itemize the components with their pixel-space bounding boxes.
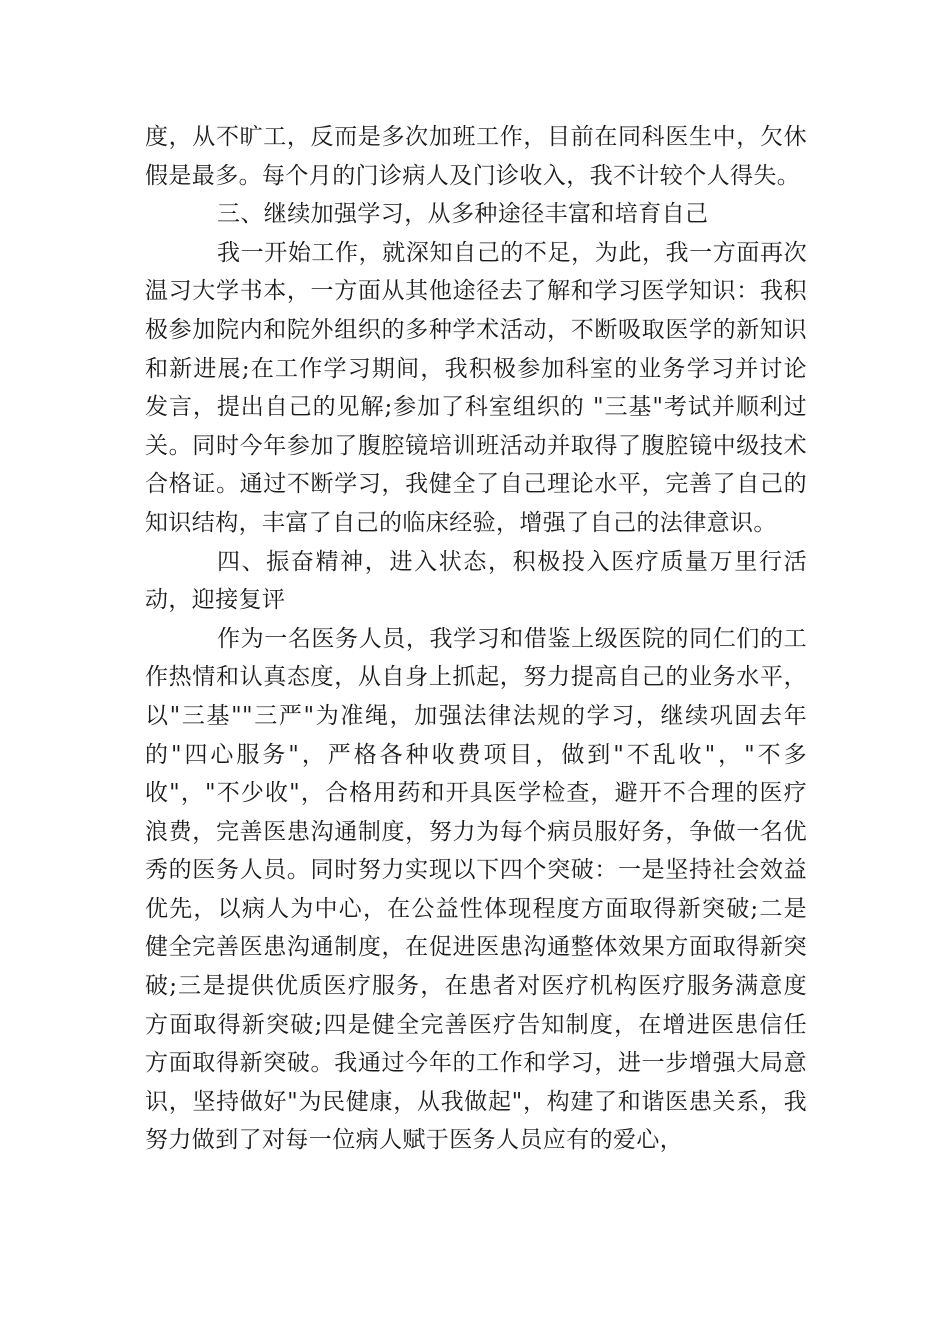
paragraph-medical-worker: 作为一名医务人员，我学习和借鉴上级医院的同仁们的工作热情和认真态度，从自身上抓起，努力提高自己的业务水平，以"三基""三严"为准绳，加强法律法规的学习，继续巩固去年的"四心服务"，严格各种收费项目，做到"不乱收"，"不多收"，"不少收"，合格用药和开具医学检查，避开不合理的医疗浪费，完善医患沟通制度，努力为每个病员服好务，争做一名优秀的医务人员。同时努力实现以下四个突破：一是坚持社会效益优先，以病人为中心，在公益性体现程度方面取得新突破;二是健全完善医患沟通制度，在促进医患沟通整体效果方面取得新突破;三是提供优质医疗服务，在患者对医疗机构医疗服务满意度方面取得新突破;四是健全完善医疗告知制度，在增进医患信任方面取得新突破。我通过今年的工作和学习，进一步增强大局意识，坚持做好"为民健康，从我做起"，构建了和谐医患关系，我努力做到了对每一位病人赋于医务人员应有的爱心， <box>145 625 807 1154</box>
section-heading-3: 三、继续加强学习，从多种途径丰富和培育自己 <box>217 201 709 228</box>
document-body <box>145 118 807 1160</box>
paragraph-learning: 我一开始工作，就深知自己的不足，为此，我一方面再次温习大学书本，一方面从其他途径去了解和学习医学知识：我积极参加院内和院外组织的多种学术活动，不断吸取医学的新知识和新进展;在工作学习期间，我积极参加科室的业务学习并讨论发言，提出自己的见解;参加了科室组织的 "三基"考试并顺利过关。同时今年参加了腹腔镜培训班活动并取得了腹腔镜中级技术合格证。通过不断学习，我健全了自己理论水平，完善了自己的知识结构，丰富了自己的临床经验，增强了自己的法律意识。 <box>145 239 807 536</box>
paragraph-continuation: 度，从不旷工，反而是多次加班工作，目前在同科医生中，欠休假是最多。每个月的门诊病人及门诊收入，我不计较个人得失。 <box>145 124 807 189</box>
section-heading-4: 四、振奋精神，进入状态，积极投入医疗质量万里行活动，迎接复评 <box>145 548 807 614</box>
